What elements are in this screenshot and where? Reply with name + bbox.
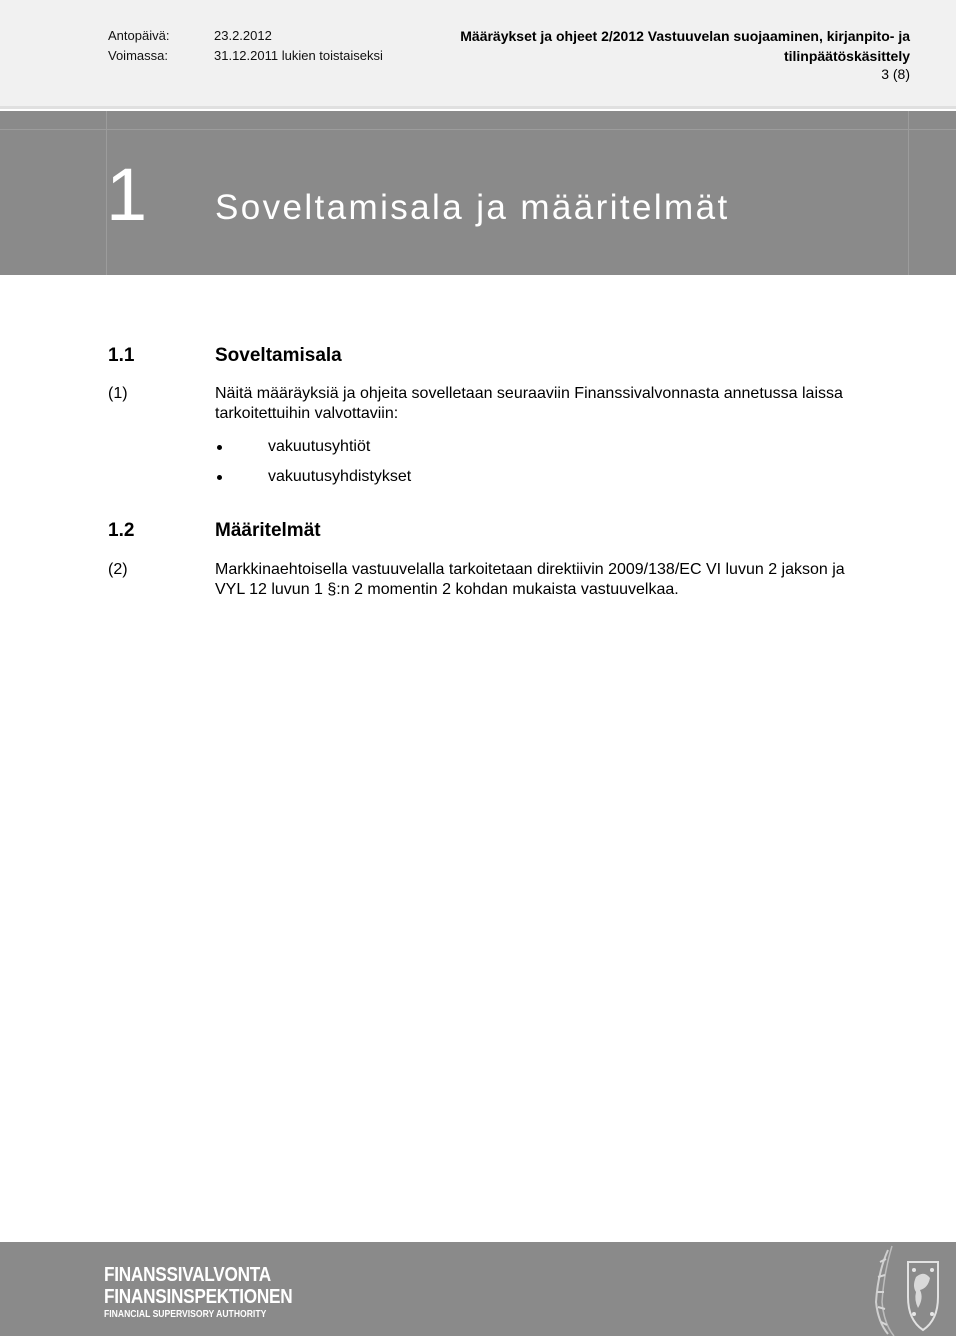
bullet-icon	[217, 475, 222, 480]
section-heading-scope	[108, 345, 342, 367]
issue-date-value: 23.2.2012	[214, 28, 272, 43]
section-title: Määritelmät	[215, 520, 321, 541]
paragraph-1	[108, 384, 915, 424]
finanssivalvonta-logo	[104, 1264, 323, 1322]
logo-line: FINANCIAL SUPERVISORY AUTHORITY	[104, 1309, 267, 1320]
list-item-text: vakuutusyhdistykset	[268, 468, 412, 485]
paragraph-number: (2)	[108, 561, 128, 578]
section-title: Soveltamisala	[215, 345, 342, 366]
logo-line: FINANSINSPEKTIONEN	[104, 1286, 293, 1308]
page-footer	[0, 1242, 956, 1336]
document-title-line1: Määräykset ja ohjeet 2/2012 Vastuuvelan suojaaminen, kirjanpito- ja	[460, 28, 910, 44]
header-divider	[0, 106, 956, 109]
chapter-title: Soveltamisala ja määritelmät	[215, 188, 730, 227]
paragraph-line: Markkinaehtoisella vastuuvelalla tarkoitetaan direktiivin 2009/138/EC VI luvun 2 jakson ja	[215, 561, 845, 578]
logo-line: FINANSSIVALVONTA	[104, 1264, 271, 1286]
paragraph-text	[215, 384, 915, 424]
paragraph-line: tarkoitettuihin valvottaviin:	[215, 405, 399, 422]
list-item	[215, 437, 411, 467]
paragraph-2	[108, 560, 960, 600]
paragraph-text	[215, 560, 960, 600]
paragraph-number: (1)	[108, 385, 128, 402]
valid-value: 31.12.2011 lukien toistaiseksi	[214, 48, 383, 63]
banner-grid-line	[908, 111, 909, 275]
list-item	[215, 467, 411, 497]
section-heading-definitions	[108, 520, 321, 542]
section-number: 1.2	[108, 520, 135, 541]
paragraph-line: Näitä määräyksiä ja ohjeita sovelletaan seuraaviin Finanssivalvonnasta annetussa laissa	[215, 385, 843, 402]
document-meta	[108, 26, 383, 66]
page-number: 3 (8)	[881, 66, 910, 82]
paragraph-line: VYL 12 luvun 1 §:n 2 momentin 2 kohdan mukaista vastuuvelkaa.	[215, 581, 679, 598]
bullet-icon	[217, 445, 222, 450]
section-number: 1.1	[108, 345, 135, 366]
list-item-text: vakuutusyhtiöt	[268, 438, 371, 455]
issue-date-label: Antopäivä:	[108, 28, 170, 43]
finnish-coat-of-arms-icon	[858, 1242, 948, 1336]
bullet-list	[215, 437, 411, 497]
document-title-line2: tilinpäätöskäsittely	[783, 48, 910, 64]
document-title	[440, 26, 910, 66]
valid-label: Voimassa:	[108, 48, 168, 63]
chapter-number: 1	[106, 153, 148, 236]
banner-grid-line	[0, 129, 956, 130]
